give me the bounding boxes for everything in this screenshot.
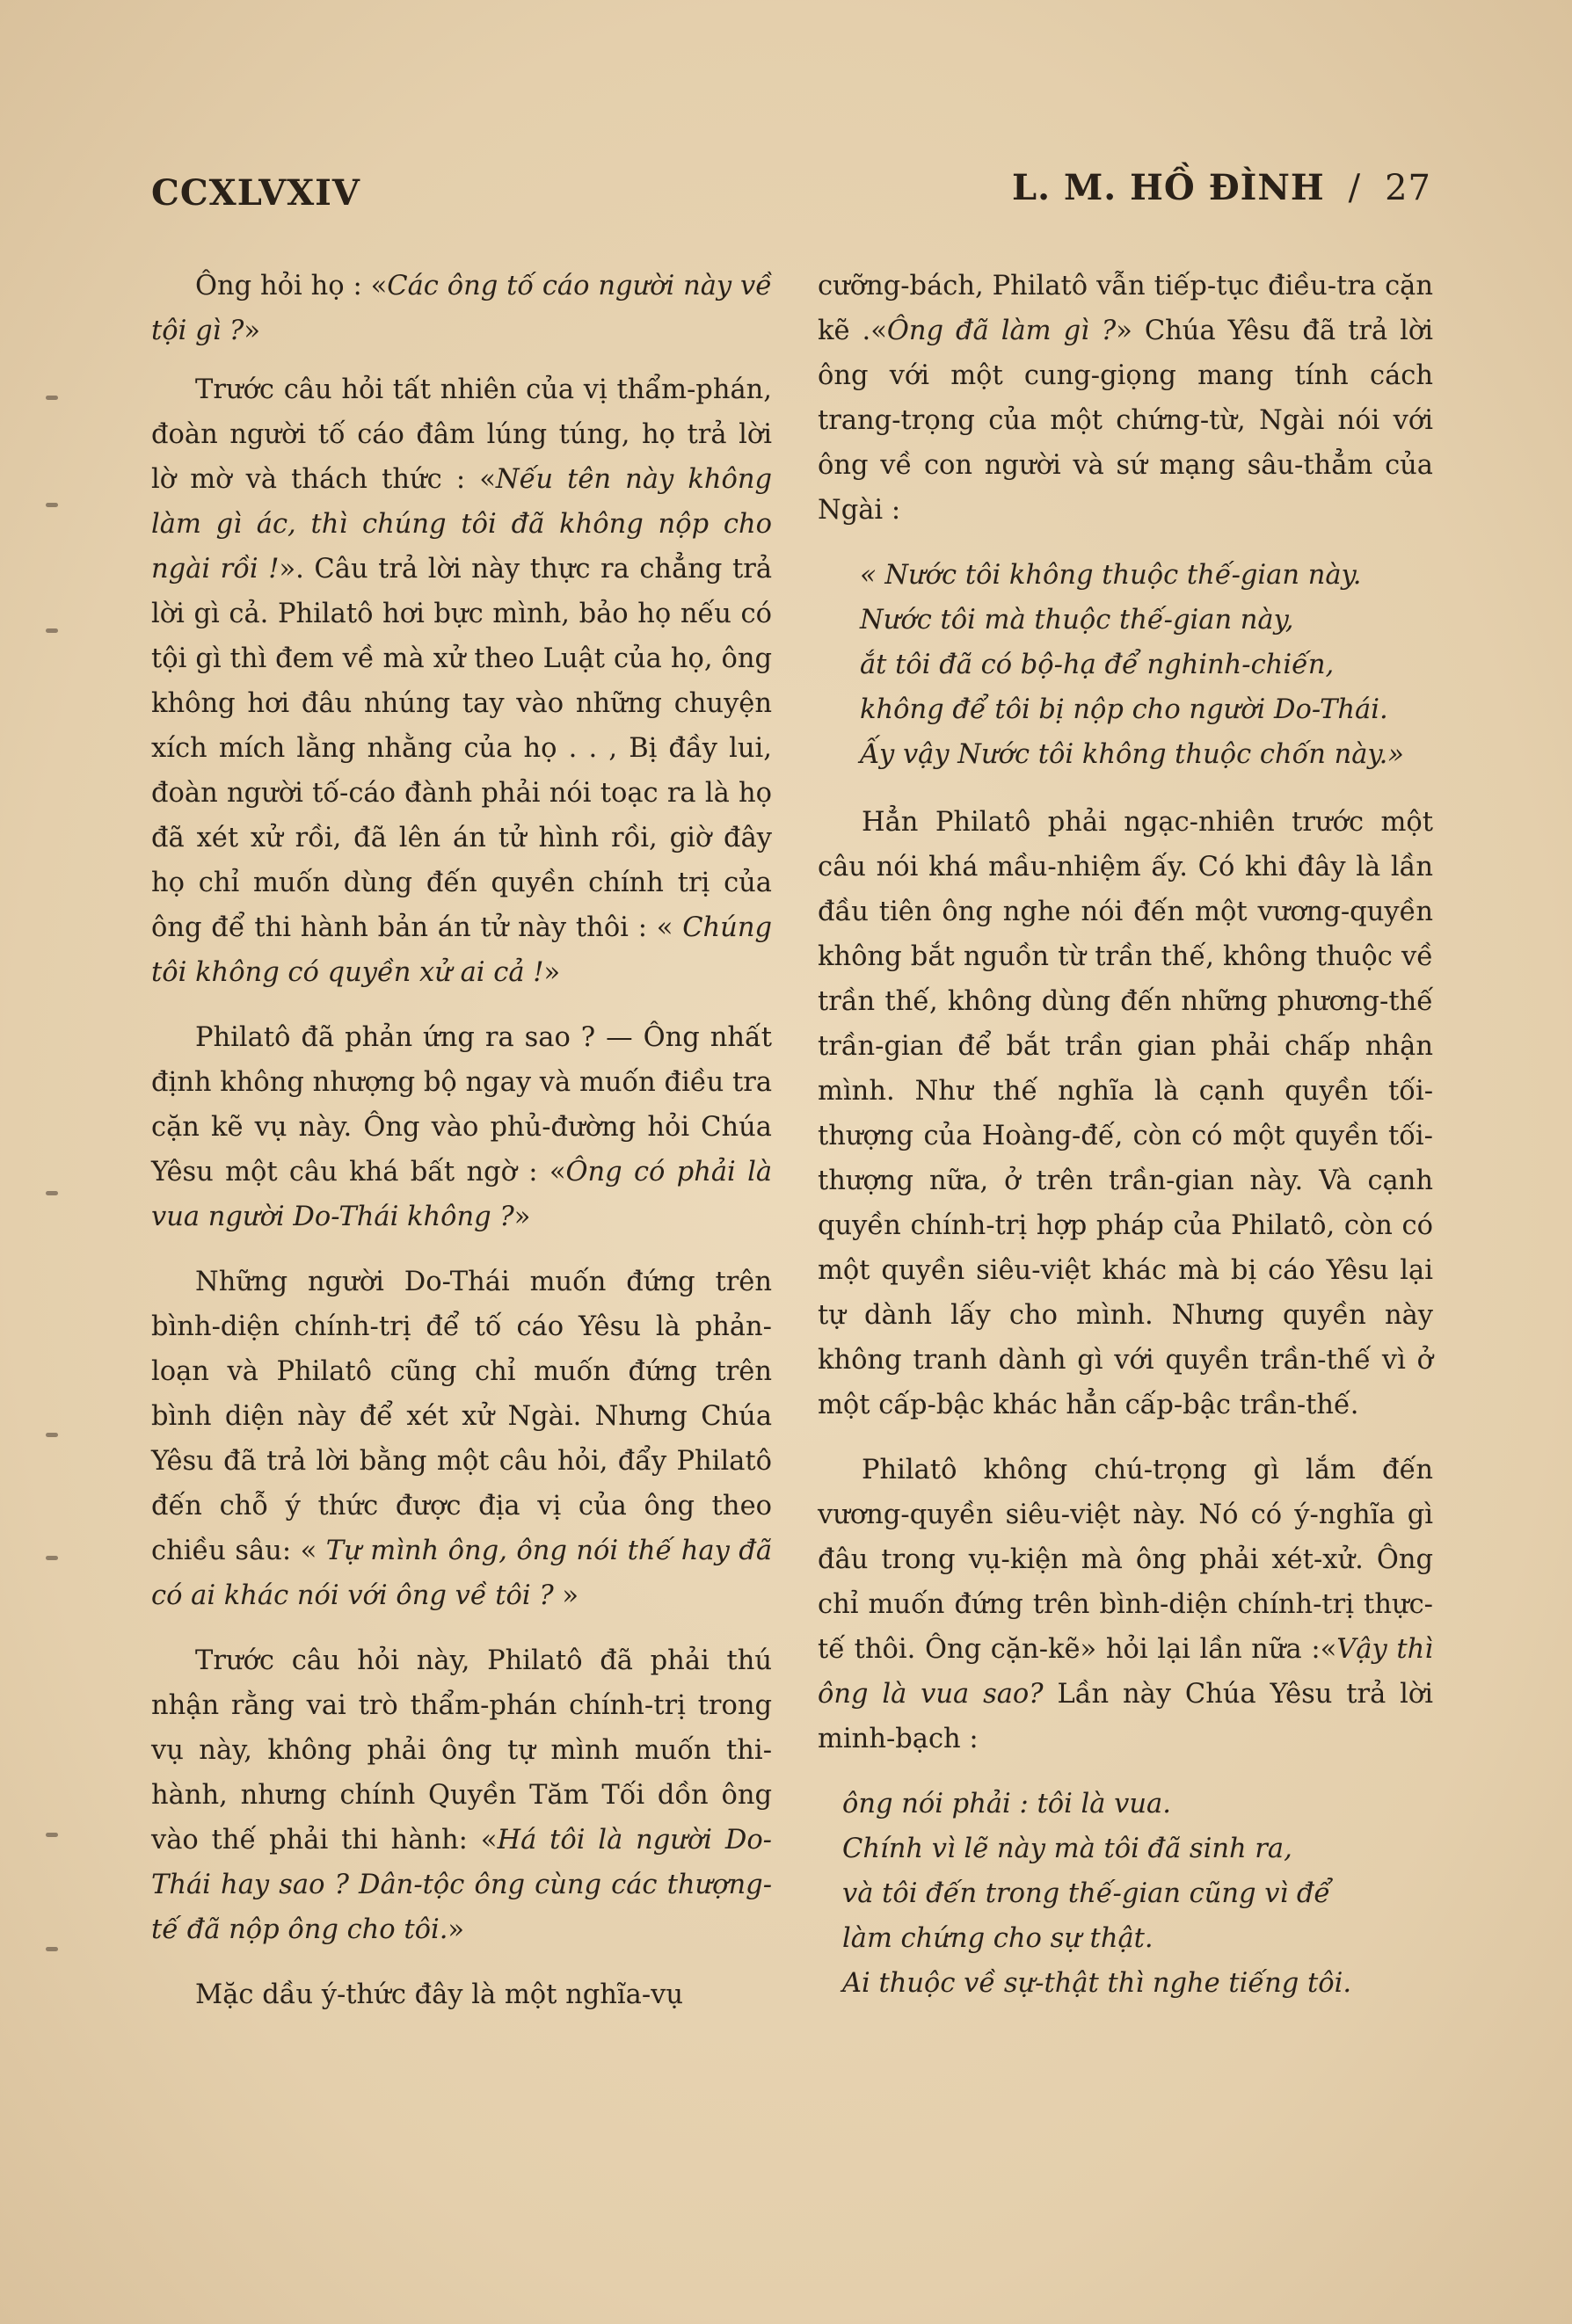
paragraph: cưỡng-bách, Philatô vẫn tiếp-tục điều-tra cặn kẽ .«Ông đã làm gì ?» Chúa Yêsu đã trả lời ông với một cung-giọng mang tính cách trang-trọng của một chứng-từ, Ngài nói với ông về con người và sứ mạng sâu-thẳm của Ngài : [818, 271, 1433, 526]
paragraph: Hẳn Philatô phải ngạc-nhiên trước một câu nói khá mầu-nhiệm ấy. Có khi đây là lần đầu tiên ông nghe nói đến một vương-quyền không bắt nguồn từ trần thế, không thuộc về trần thế, không dùng đến những phương-thế trần-gian để bắt trần gian phải chấp nhận mình. Như thế nghĩa là cạnh quyền tối-thượng của Hoàng-đế, còn có một quyền tối-thượng nữa, ở trên trần-gian này. Và cạnh quyền chính-trị hợp pháp của Philatô, còn có một quyền siêu-việt khác mà bị cáo Yêsu lại tự dành lấy cho mình. Nhưng quyền này không tranh dành gì với quyền trần-thế vì ở một cấp-bậc khác hẳn cấp-bậc trần-thế. [818, 807, 1433, 1420]
quote-block [818, 1782, 1433, 2006]
margin-mark [46, 1556, 58, 1560]
margin-mark [46, 1191, 58, 1195]
quote-line: Nước tôi mà thuộc thế-gian này, [860, 605, 1294, 635]
margin-mark [46, 1433, 58, 1437]
quote-line: Ấy vậy Nước tôi không thuộc chốn này.» [860, 739, 1404, 770]
paragraph: Trước câu hỏi tất nhiên của vị thẩm-phán, đoàn người tố cáo đâm lúng túng, họ trả lời lờ mờ và thách thức : «Nếu tên này không làm gì ác, thì chúng tôi đã không nộp cho ngài rồi !». Câu trả lời này thực ra chẳng trả lời gì cả. Philatô hơi bực mình, bảo họ nếu có tội gì thì đem về mà xử theo Luật của họ, ông không hơi đâu nhúng tay vào những chuyện xích mích lằng nhằng của họ . . , Bị đầy lui, đoàn người tố-cáo đành phải nói toạc ra là họ đã xét xử rồi, đã lên án tử hình rồi, giờ đây họ chỉ muốn dùng đến quyền chính trị của ông để thi hành bản án tử này thôi : « Chúng tôi không có quyền xử ai cả !» [151, 374, 773, 988]
left-column [151, 264, 772, 2037]
right-column [818, 264, 1433, 2029]
quote-line: « Nước tôi không thuộc thế-gian này. [860, 560, 1362, 591]
page-number: 27 [1385, 168, 1431, 208]
paragraph: Những người Do-Thái muốn đứng trên bình-diện chính-trị để tố cáo Yêsu là phản-loạn và Philatô cũng chỉ muốn đứng trên bình diện này để xét xử Ngài. Nhưng Chúa Yêsu đã trả lời bằng một câu hỏi, đẩy Philatô đến chỗ ý thức được địa vị của ông theo chiều sâu: « Tự mình ông, ông nói thế hay đã có ai khác nói với ông về tôi ? » [151, 1267, 773, 1611]
header-separator: / [1348, 168, 1362, 208]
quote-block [818, 553, 1433, 777]
author-name: L. M. HỒ ĐÌNH [1012, 167, 1325, 208]
paragraph: Philatô không chú-trọng gì lắm đến vương-quyền siêu-việt này. Nó có ý-nghĩa gì đâu trong vụ-kiện mà ông phải xét-xử. Ông chỉ muốn đứng trên bình-diện chính-trị thực-tế thôi. Ông cặn-kẽ» hỏi lại lần nữa :«Vậy thì ông là vua sao? Lần này Chúa Yêsu trả lời minh-bạch : [818, 1455, 1433, 1754]
paragraph: Philatô đã phản ứng ra sao ? — Ông nhất định không nhượng bộ ngay và muốn điều tra cặn kẽ vụ này. Ông vào phủ-đường hỏi Chúa Yêsu một câu khá bất ngờ : «Ông có phải là vua người Do-Thái không ?» [151, 1022, 773, 1232]
paragraph: Trước câu hỏi này, Philatô đã phải thú nhận rằng vai trò thẩm-phán chính-trị trong vụ này, không phải ông tự mình muốn thi-hành, nhưng chính Quyền Tăm Tối dồn ông vào thế phải thi hành: «Há tôi là người Do-Thái hay sao ? Dân-tộc ông cùng các thượng-tế đã nộp ông cho tôi.» [151, 1645, 772, 1945]
margin-mark [46, 1947, 58, 1951]
paragraph: Mặc dầu ý-thức đây là một nghĩa-vụ [195, 1979, 684, 2010]
quote-line: ắt tôi đã có bộ-hạ để nghinh-chiến, [860, 650, 1335, 680]
quote-line: và tôi đến trong thế-gian cũng vì để [842, 1878, 1331, 1909]
quote-line: Chính vì lẽ này mà tôi đã sinh ra, [842, 1834, 1292, 1864]
quote-line: ông nói phải : tôi là vua. [842, 1789, 1171, 1819]
quote-line: không để tôi bị nộp cho người Do-Thái. [860, 694, 1388, 725]
margin-mark [46, 1833, 58, 1837]
margin-mark [46, 628, 58, 633]
page-header-author [1012, 167, 1431, 208]
margin-mark [46, 503, 58, 507]
margin-mark [46, 396, 58, 400]
chapter-roman-numeral: CCXLVXIV [151, 172, 360, 214]
paragraph: Ông hỏi họ : «Các ông tố cáo người này về tội gì ?» [151, 271, 772, 346]
quote-line: Ai thuộc về sự-thật thì nghe tiếng tôi. [842, 1968, 1352, 1999]
quote-line: làm chứng cho sự thật. [842, 1923, 1154, 1954]
